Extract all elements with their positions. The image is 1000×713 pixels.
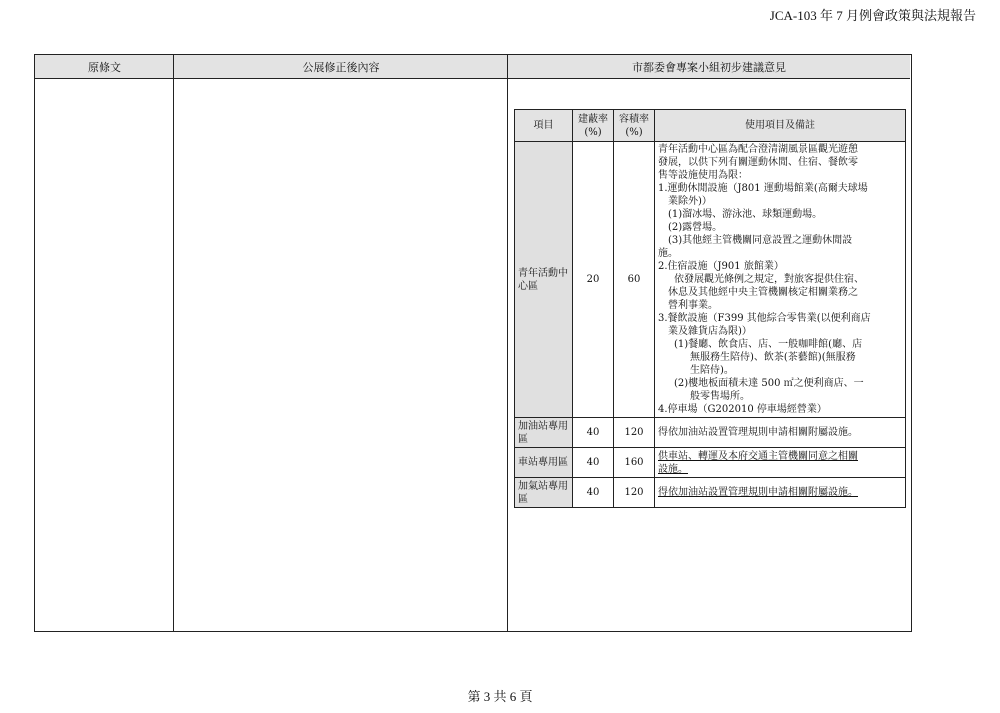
usage-line: 依發展觀光條例之規定，對旅客提供住宿、 xyxy=(674,274,864,285)
usage-line: 業除外)） xyxy=(668,196,712,207)
row-far: 60 xyxy=(614,142,655,418)
report-header-title: JCA-103 年 7 月例會政策與法規報告 xyxy=(769,8,976,23)
usage-line: 無服務生陪侍)、飲茶(茶藝館)(無服務 xyxy=(690,352,856,363)
table-row xyxy=(515,418,906,448)
column-header-original: 原條文 xyxy=(35,55,174,79)
row-item: 加氣站專用區 xyxy=(515,478,573,508)
row-far: 120 xyxy=(614,478,655,508)
row-usage xyxy=(655,448,906,478)
usage-line: 青年活動中心區為配合澄清湖風景區觀光遊憩 xyxy=(658,144,858,155)
row-far: 120 xyxy=(614,418,655,448)
row-item: 車站專用區 xyxy=(515,448,573,478)
table-row xyxy=(515,478,906,508)
page-number: 第 3 共 6 頁 xyxy=(467,689,533,704)
column-header-revised: 公展修正後內容 xyxy=(174,55,508,79)
usage-line: 1.運動休閒設施（J801 運動場館業(高爾夫球場 xyxy=(658,183,868,194)
table-row xyxy=(515,448,906,478)
row-coverage: 40 xyxy=(573,478,614,508)
row-coverage: 40 xyxy=(573,448,614,478)
usage-line: 業及雜貨店為限)） xyxy=(668,326,752,337)
header-far: 容積率(%) xyxy=(614,110,655,142)
header-item: 項目 xyxy=(515,110,573,142)
usage-line: 般零售場所。 xyxy=(690,391,750,402)
usage-line: 得依加油站設置管理規則申請相關附屬設施。 xyxy=(658,487,858,498)
usage-line: 營利事業。 xyxy=(668,300,718,311)
usage-line: 休息及其他經中央主管機關核定相關業務之 xyxy=(668,287,858,298)
usage-line: (2)露營場。 xyxy=(668,222,723,233)
usage-line: 2.住宿設施（J901 旅館業） xyxy=(658,261,784,272)
row-coverage: 40 xyxy=(573,418,614,448)
usage-line: 施。 xyxy=(658,248,678,259)
usage-line: 得依加油站設置管理規則申請相關附屬設施。 xyxy=(658,427,858,438)
row-far: 160 xyxy=(614,448,655,478)
row-coverage: 20 xyxy=(573,142,614,418)
usage-line: (1)餐廳、飲食店、店、一般咖啡館(廳、店 xyxy=(674,339,863,350)
header-usage: 使用項目及備註 xyxy=(655,110,906,142)
row-item: 青年活動中心區 xyxy=(515,142,573,418)
usage-line: 生陪侍)。 xyxy=(690,365,734,376)
column-divider xyxy=(173,55,174,631)
usage-line: (3)其他經主管機關同意設置之運動休閒設 xyxy=(668,235,853,246)
usage-line: (1)溜冰場、游泳池、球類運動場。 xyxy=(668,209,823,220)
zoning-table xyxy=(514,109,906,508)
row-usage xyxy=(655,418,906,448)
usage-line: 供車站、轉運及本府交通主管機關同意之相關 xyxy=(658,450,858,462)
column-header-suggestion: 市都委會專案小組初步建議意見 xyxy=(508,55,910,79)
usage-line: 設施。 xyxy=(658,463,688,475)
row-item: 加油站專用區 xyxy=(515,418,573,448)
row-usage xyxy=(655,142,906,418)
usage-line: 3.餐飲設施（F399 其他綜合零售業(以便利商店 xyxy=(658,313,871,324)
usage-line: 4.停車場（G202010 停車場經營業） xyxy=(658,404,827,415)
row-usage xyxy=(655,478,906,508)
table-row xyxy=(515,142,906,418)
usage-line: 售等設施使用為限： xyxy=(658,170,748,181)
usage-line: (2)樓地板面積未達 500 ㎡之便利商店、一 xyxy=(674,378,864,389)
zoning-table-header-row xyxy=(515,110,906,142)
usage-line: 發展，以供下列有關運動休閒、住宿、餐飲零 xyxy=(658,157,858,168)
header-coverage: 建蔽率(%) xyxy=(573,110,614,142)
column-divider xyxy=(507,55,508,631)
